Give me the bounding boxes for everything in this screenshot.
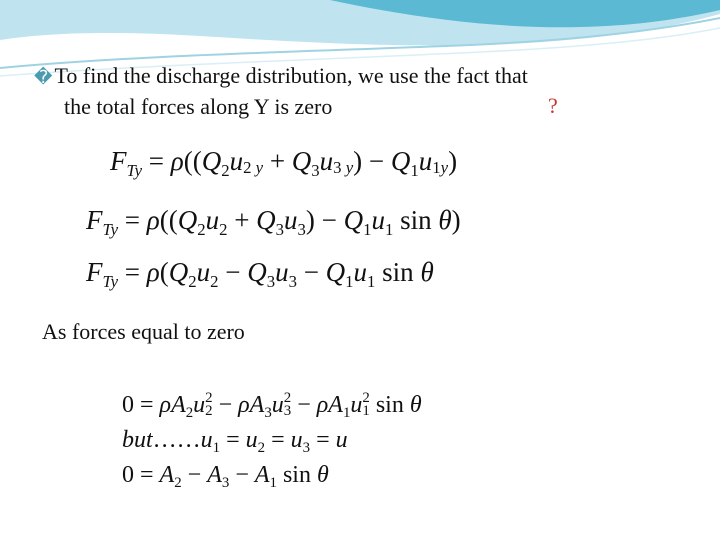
intro-text-line-1: [34, 62, 528, 92]
question-mark: ?: [548, 93, 558, 118]
equation-equal-velocities: $but\dots\dots u_1 = u_2 = u_3 = u$: [122, 427, 348, 457]
equation-area-relation: $0 = A_2 - A_3 - A_1$ sin θ: [122, 462, 329, 492]
equation-force-y-2: $F_{Ty} = \rho((Q_2u_2 + Q_3u_3) - Q_1u_1$ sin θ): [86, 205, 461, 239]
bullet-glyph: �: [34, 67, 53, 88]
equation-force-y-1: $F_{Ty} = \rho((Q_2u$ 2 y + $Q_3u$ 3 y ) − $Q_1u$ 1y ): [110, 146, 458, 180]
equation-force-y-3: $F_{Ty} = \rho(Q_2u_2 - Q_3u_3 - Q_1u_1$ sin θ: [86, 257, 434, 291]
intro-text-1: To find the discharge distribution, we use the fact that: [54, 63, 528, 88]
equation-zero-balance: $0 = \rho A_2u$ 2 2 − $\rho A_3u$ 2 3 − $\rho A_1u$ 2 1 sin θ: [122, 390, 422, 422]
intro-text-line-2: the total forces along Y is zero: [64, 94, 333, 119]
forces-zero-text: As forces equal to zero: [42, 319, 245, 344]
